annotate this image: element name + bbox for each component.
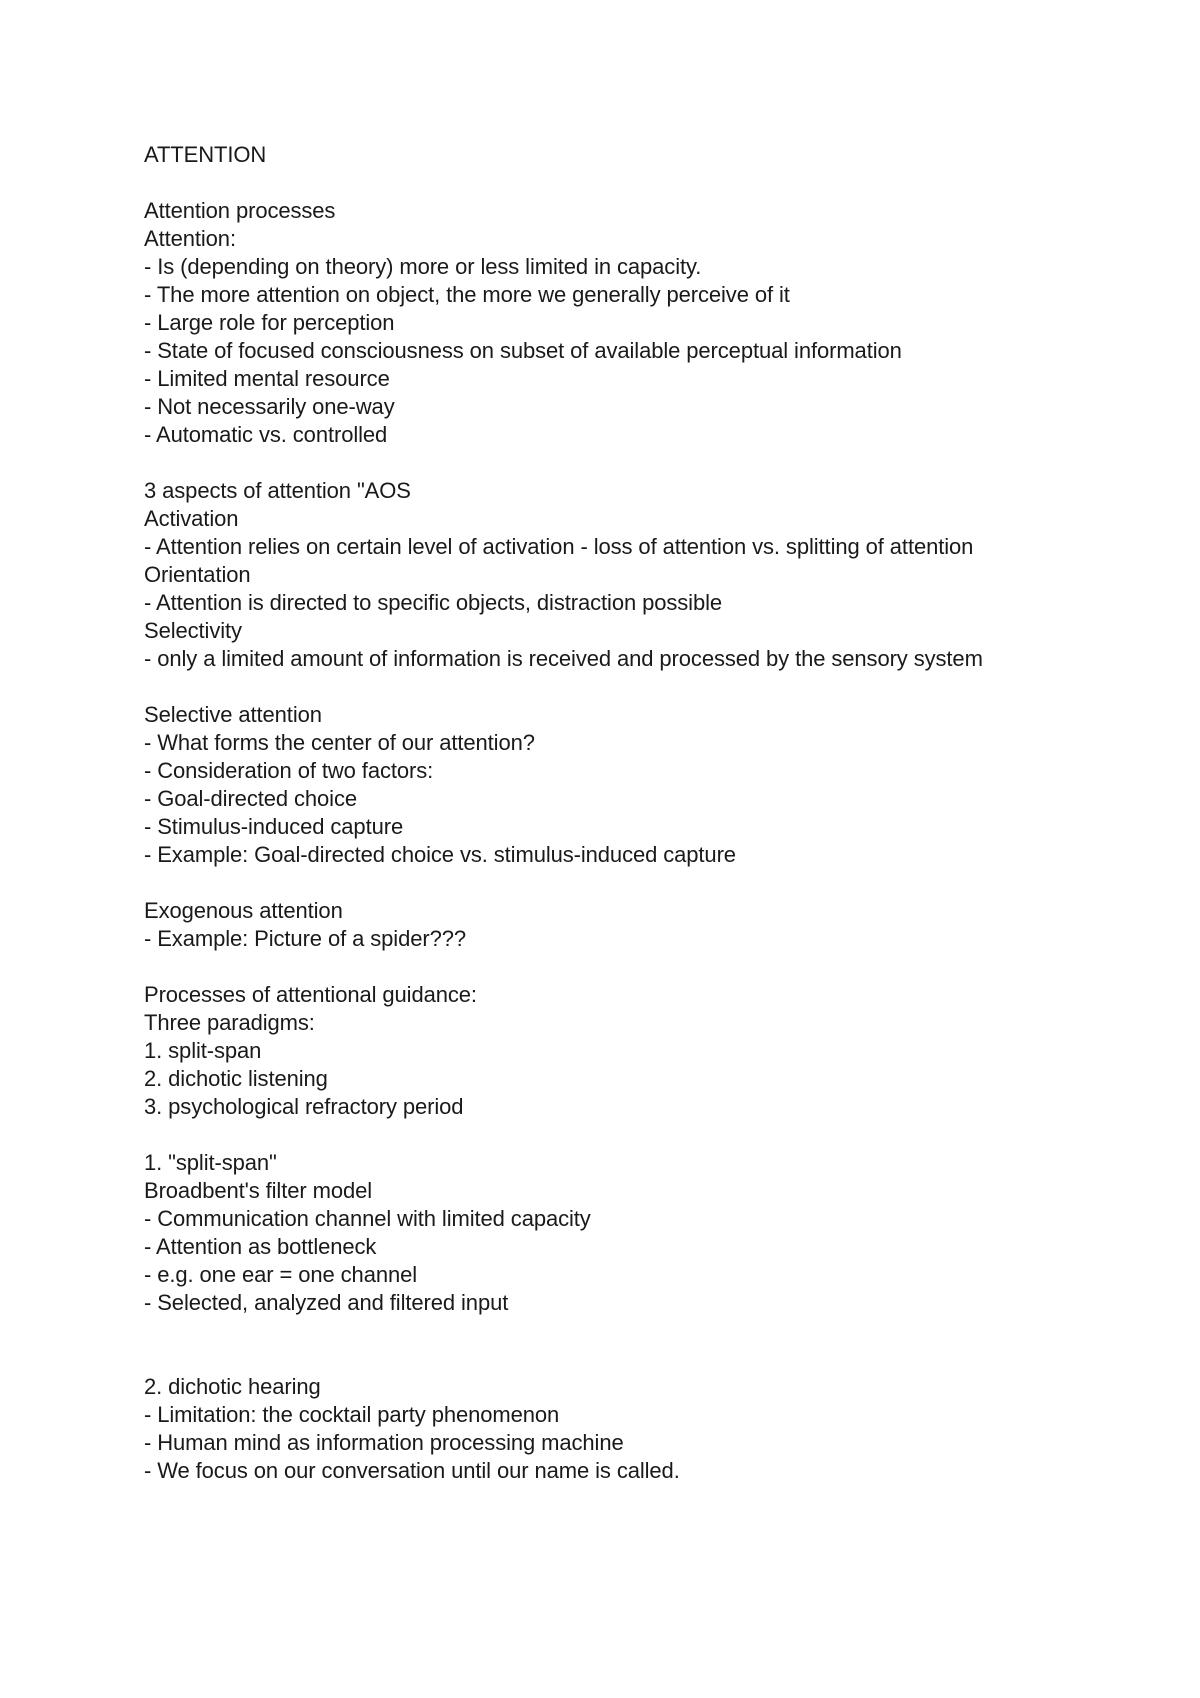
subheading: Activation: [144, 506, 239, 531]
section-three-aspects: [144, 477, 1044, 673]
section-dichotic-hearing: [144, 1373, 1044, 1485]
section-heading: 2. dichotic hearing: [144, 1374, 321, 1399]
bullet-line: - Attention as bottleneck: [144, 1234, 377, 1259]
subheading: Three paradigms:: [144, 1010, 315, 1035]
bullet-line: - Human mind as information processing machine: [144, 1430, 624, 1455]
spacer: [144, 449, 1044, 477]
bullet-line: - State of focused consciousness on subset of available perceptual information: [144, 338, 902, 363]
section-heading: 3 aspects of attention "AOS: [144, 478, 411, 503]
bullet-line: - Automatic vs. controlled: [144, 422, 388, 447]
section-exogenous-attention: [144, 897, 1044, 953]
bullet-line: - only a limited amount of information is received and processed by the sensory system: [144, 646, 983, 671]
subheading: Attention:: [144, 226, 236, 251]
spacer: [144, 1121, 1044, 1149]
numbered-line: 1. split-span: [144, 1038, 262, 1063]
section-heading: 1. "split-span": [144, 1150, 277, 1175]
bullet-line: - The more attention on object, the more we generally perceive of it: [144, 282, 790, 307]
bullet-line: - What forms the center of our attention?: [144, 730, 535, 755]
spacer: [144, 869, 1044, 897]
subheading: Orientation: [144, 562, 251, 587]
bullet-line: - Is (depending on theory) more or less limited in capacity.: [144, 254, 702, 279]
bullet-line: - Limited mental resource: [144, 366, 390, 391]
spacer: [144, 1317, 1044, 1373]
bullet-line: - We focus on our conversation until our name is called.: [144, 1458, 680, 1483]
bullet-line: - Not necessarily one-way: [144, 394, 395, 419]
bullet-line: - Example: Goal-directed choice vs. stimulus-induced capture: [144, 842, 736, 867]
section-split-span: [144, 1149, 1044, 1317]
bullet-line: - Large role for perception: [144, 310, 395, 335]
bullet-line: - Stimulus-induced capture: [144, 814, 404, 839]
numbered-line: 3. psychological refractory period: [144, 1094, 464, 1119]
spacer: [144, 673, 1044, 701]
spacer: [144, 953, 1044, 981]
bullet-line: - e.g. one ear = one channel: [144, 1262, 418, 1287]
section-heading: Processes of attentional guidance:: [144, 982, 477, 1007]
subheading: Broadbent's filter model: [144, 1178, 373, 1203]
bullet-line: - Consideration of two factors:: [144, 758, 434, 783]
bullet-line: - Communication channel with limited capacity: [144, 1206, 591, 1231]
section-attentional-guidance: [144, 981, 1044, 1121]
spacer: [144, 169, 1044, 197]
bullet-line: - Goal-directed choice: [144, 786, 358, 811]
bullet-line: - Attention relies on certain level of activation - loss of attention vs. splitting of attention: [144, 534, 974, 559]
bullet-line: - Selected, analyzed and filtered input: [144, 1290, 509, 1315]
numbered-line: 2. dichotic listening: [144, 1066, 328, 1091]
document-body: [144, 141, 1044, 1485]
section-attention-processes: [144, 197, 1044, 449]
section-heading: Exogenous attention: [144, 898, 343, 923]
section-heading: Selective attention: [144, 702, 322, 727]
section-selective-attention: [144, 701, 1044, 869]
bullet-line: - Attention is directed to specific objects, distraction possible: [144, 590, 723, 615]
subheading: Selectivity: [144, 618, 242, 643]
bullet-line: - Limitation: the cocktail party phenomenon: [144, 1402, 560, 1427]
section-heading: Attention processes: [144, 198, 336, 223]
bullet-line: - Example: Picture of a spider???: [144, 926, 466, 951]
document-title: ATTENTION: [144, 142, 267, 167]
